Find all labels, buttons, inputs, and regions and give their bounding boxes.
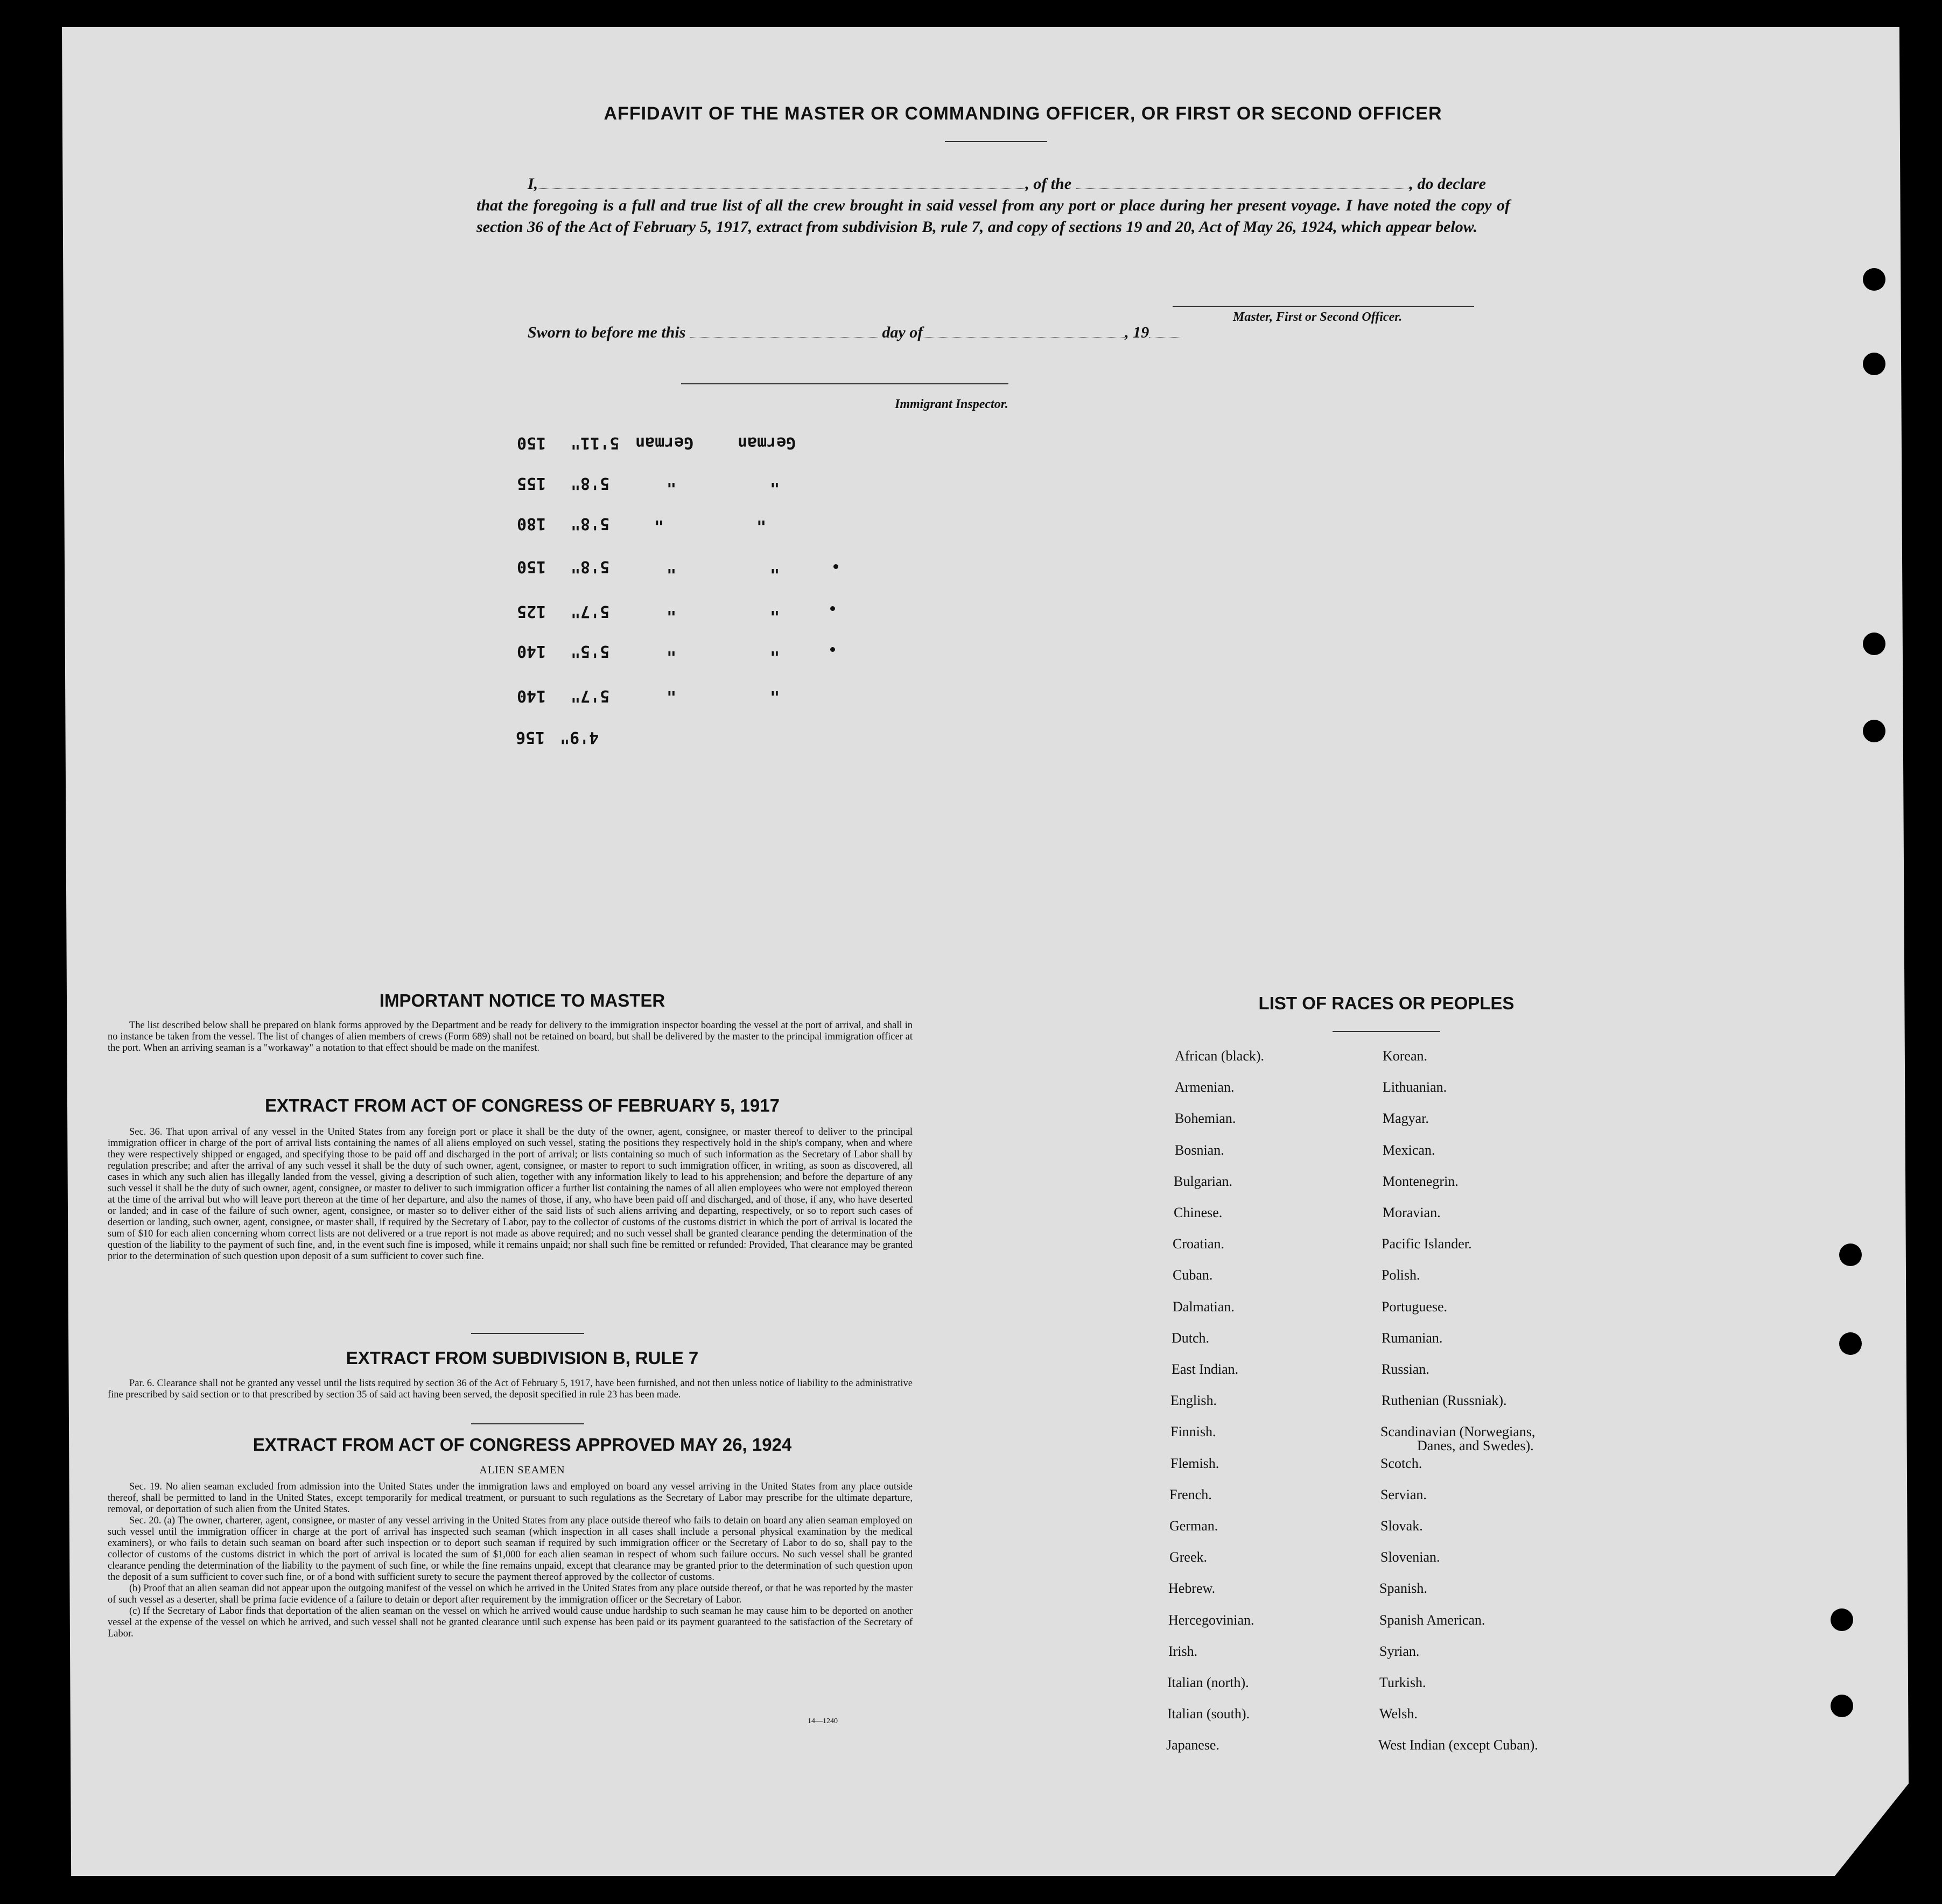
crew-height: 5'7" <box>571 686 610 705</box>
race-item: Bohemian. <box>1175 1111 1236 1127</box>
crew-weight: 156 <box>516 728 545 747</box>
race-item: Croatian. <box>1173 1236 1225 1252</box>
race-item: Armenian. <box>1175 1079 1235 1095</box>
rule7-text: Par. 6. Clearance shall not be granted any vessel until the lists required by section 36 of the Act of February 5, 1917, have been furnished, and not then unless notice of liability to the administrative fine prescribed by said section or to that prescribed by section 35 of said act having been served, the deposit specified in rule 23 has been made. <box>108 1378 913 1400</box>
race-item: Magyar. <box>1383 1111 1429 1127</box>
form-number: 14—1240 <box>808 1717 838 1725</box>
crew-height: 5'11" <box>571 433 620 452</box>
rule7-title: EXTRACT FROM SUBDIVISION B, RULE 7 <box>346 1348 699 1368</box>
race-item: Dalmatian. <box>1173 1298 1235 1315</box>
race-item: Irish. <box>1168 1643 1198 1659</box>
race-item: English. <box>1170 1393 1217 1409</box>
ditto-dot <box>830 647 835 652</box>
punch-hole <box>1839 1332 1862 1355</box>
race-item: Bulgarian. <box>1174 1173 1233 1189</box>
crew-race: " <box>770 679 780 698</box>
crew-weight: 180 <box>517 514 546 533</box>
races-title: LIST OF RACES OR PEOPLES <box>1258 993 1515 1013</box>
punch-hole <box>1839 1243 1862 1266</box>
race-item: Syrian. <box>1379 1643 1420 1659</box>
section-20a: Sec. 20. (a) The owner, charterer, agent, consignee, or master of any vessel arriving in the United States from any place outside thereof who fails to detain on board any alien seaman employed on such vessel until the immigration officer in charge at the port of arrival has inspected such seaman (which inspection in all cases shall include a personal physical examination by the medical examiners), or who fails to detain such seaman on board after such inspection or to deport such seaman if required by such immigration officer or the Secretary of Labor to do so, shall pay to the collector of customs of the customs district in which the port of arrival is located the sum of $1,000 for each alien seaman in respect of whom such failure occurs. No such vessel shall be granted clearance pending the determination of the liability to the payment of such fine, or while the fine remains unpaid, except that clearance may be granted prior to the determination of such question upon the deposit of a sum sufficient to cover such fine, or of a bond with sufficient surety to secure the payment thereof approved by the collector of customs. <box>108 1515 913 1583</box>
affidavit-declare: , do declare <box>1409 175 1486 193</box>
vessel-blank[interactable] <box>1076 174 1410 189</box>
extract-1917-title: EXTRACT FROM ACT OF CONGRESS OF FEBRUARY 5, 1917 <box>265 1095 780 1115</box>
divider <box>471 1423 584 1424</box>
crew-height: 5'8" <box>571 514 610 533</box>
punch-hole <box>1831 1608 1853 1631</box>
crew-nationality: " <box>667 599 677 618</box>
crew-weight: 155 <box>517 474 546 493</box>
race-item: African (black). <box>1175 1048 1265 1064</box>
inspector-caption: Immigrant Inspector. <box>895 397 1008 411</box>
crew-nationality: " <box>667 640 677 658</box>
race-item: West Indian (except Cuban). <box>1378 1737 1538 1753</box>
notice-text: The list described below shall be prepared on blank forms approved by the Department and be ready for delivery to the immigration inspector boarding the vessel at the port of arrival, and shall in no instance be taken from the vessel. The list of changes of alien members of crews (Form 689) shall not be retained on board, but shall be delivered by the master to the principal immigration officer at the port. When an arriving seaman is a "workaway" a notation to that effect should be made on the manifest. <box>108 1020 913 1053</box>
race-item: Lithuanian. <box>1383 1079 1447 1095</box>
inspector-signature-line[interactable] <box>681 383 1008 384</box>
year-label: , 19 <box>1125 324 1149 341</box>
crew-nationality: " <box>667 679 677 698</box>
race-item: Flemish. <box>1170 1455 1219 1471</box>
race-item: Hercegovinian. <box>1168 1612 1254 1628</box>
race-item: East Indian. <box>1172 1361 1239 1377</box>
race-item: Mexican. <box>1383 1142 1435 1158</box>
sworn-day-blank[interactable] <box>690 323 878 338</box>
punch-hole <box>1863 720 1885 742</box>
punch-hole <box>1863 633 1885 655</box>
race-item: Polish. <box>1382 1267 1420 1283</box>
race-item: Italian (south). <box>1167 1706 1250 1722</box>
race-item: Russian. <box>1382 1361 1429 1377</box>
race-item: French. <box>1169 1486 1212 1502</box>
race-item: Korean. <box>1383 1048 1428 1064</box>
crew-weight: 150 <box>517 433 546 452</box>
crew-nationality: " <box>654 509 664 528</box>
race-item: Turkish. <box>1379 1675 1426 1690</box>
crew-height: 5'7" <box>571 602 610 621</box>
month-blank[interactable] <box>923 323 1125 338</box>
crew-race: " <box>756 509 767 528</box>
crew-height: 5'8" <box>571 474 610 493</box>
crew-race: " <box>770 599 780 618</box>
race-item: Pacific Islander. <box>1382 1236 1472 1252</box>
extract-1917-text: Sec. 36. That upon arrival of any vessel in the United States from any foreign port or place it shall be the duty of the owner, agent, consignee, or master thereof to deliver to the principal immigration officer in charge of the port of arrival lists containing the names of all aliens employed on such vessel, stating the positions they respectively hold in the ship's company, when and where they were respectively shipped or engaged, and specifying those to be paid off and discharged in the port of arrival; or lists containing so much of such information as the Secretary of Labor shall by regulation prescribe; and after the arrival of any such vessel it shall be the duty of such owner, agent, consignee, or master to report to such immigration officer, in writing, as soon as discovered, all cases in which any such alien has illegally landed from the vessel, giving a description of such alien, together with any information likely to lead to his apprehension; and before the departure of any such vessel it shall be the duty of such owner, agent, consignee, or master to deliver to such immigration officer a further list containing the names of all alien employees who were not employed thereon at the time of the arrival but who will leave port thereon at the time of her departure, and also the names of those, if any, who have been paid off and discharged, and of those, if any, who have deserted or landed; and in case of the failure of such owner, agent, consignee, or master so to deliver either of the said lists of such aliens arriving and departing, respectively, or so to report such cases of desertion or landing, such owner, agent, consignee, or master shall, if required by the Secretary of Labor, pay to the collector of customs of the customs district in which the port of arrival is located the sum of $10 for each alien concerning whom correct lists are not delivered or a true report is not made as above required; and no such vessel shall be granted clearance pending the determination of the question of the liability to the payment of such fine, and, in the event such fine is imposed, while it remains unpaid; nor shall such fine be remitted or refunded: Provided, That clearance may be granted prior to the determination of such question upon deposit of a sum sufficient to cover such fine. <box>108 1127 913 1262</box>
race-item: Scotch. <box>1380 1455 1422 1471</box>
affidavit-of-the: , of the <box>1025 175 1072 193</box>
sworn-label: Sworn to before me this <box>528 324 686 341</box>
crew-weight: 150 <box>517 557 546 576</box>
race-item: Hebrew. <box>1168 1580 1216 1597</box>
race-item-continued: Danes, and Swedes). <box>1417 1438 1534 1454</box>
affidavit-i: I, <box>528 175 538 193</box>
sworn-line <box>528 323 1181 342</box>
crew-height: 5'5" <box>571 642 610 661</box>
crew-nationality: German <box>635 433 694 452</box>
race-item: Italian (north). <box>1167 1675 1249 1690</box>
divider <box>1333 1031 1440 1032</box>
race-item: Servian. <box>1380 1486 1427 1502</box>
master-caption: Master, First or Second Officer. <box>1233 310 1403 324</box>
race-item: Cuban. <box>1173 1267 1213 1283</box>
crew-race: " <box>770 557 780 576</box>
divider <box>471 1333 584 1334</box>
race-item: Dutch. <box>1172 1330 1210 1346</box>
punch-hole <box>1863 268 1885 291</box>
race-item: Bosnian. <box>1175 1142 1224 1158</box>
extract-1924-text <box>108 1481 913 1640</box>
year-blank[interactable] <box>1149 323 1181 338</box>
notice-title: IMPORTANT NOTICE TO MASTER <box>379 990 665 1010</box>
crew-weight: 140 <box>517 642 546 661</box>
crew-height: 5'8" <box>571 557 610 576</box>
race-item: Spanish American. <box>1379 1612 1485 1628</box>
section-20c: (c) If the Secretary of Labor finds that deportation of the alien seaman on the vessel on which he arrived would cause undue hardship to such seaman he may cause him to be deported on another vessel at the expense of the vessel on which he arrived, and such vessel shall not be granted clearance until such expense has been paid or its payment guaranteed to the satisfaction of the Secretary of Labor. <box>108 1606 913 1639</box>
race-item: Greek. <box>1169 1549 1208 1565</box>
crew-race: German <box>738 433 796 452</box>
race-item: Slovak. <box>1380 1518 1423 1534</box>
race-item: Welsh. <box>1379 1706 1418 1722</box>
affidavit-statement: that the foregoing is a full and true list of all the crew brought in said vessel from any port or place during her present voyage. I have noted the copy of section 36 of the Act of February 5, 1917, extract from subdivision B, rule 7, and copy of sections 19 and 20, Act of May 26, 1924, which appear below. <box>476 196 1510 236</box>
extract-1924-title: EXTRACT FROM ACT OF CONGRESS APPROVED MAY 26, 1924 <box>253 1435 792 1455</box>
punch-hole <box>1831 1695 1853 1717</box>
crew-nationality: " <box>667 471 677 490</box>
race-item: Montenegrin. <box>1383 1173 1459 1189</box>
master-signature-line[interactable] <box>1173 306 1474 307</box>
race-item: Rumanian. <box>1382 1330 1443 1346</box>
race-item: Moravian. <box>1383 1205 1441 1220</box>
crew-race: " <box>770 640 780 658</box>
crew-height: 4'9" <box>560 728 599 747</box>
affidavit-body <box>476 173 1510 238</box>
race-item: Spanish. <box>1379 1580 1427 1597</box>
section-20b: (b) Proof that an alien seaman did not appear upon the outgoing manifest of the vessel on which he arrived in the United States from any place outside thereof, or that he was reported by the master of such vessel as a deserter, shall be prima facie evidence of a failure to detain or deport after requirement by the immigration officer or the Secretary of Labor. <box>108 1583 913 1605</box>
race-item: German. <box>1169 1518 1218 1534</box>
punch-hole <box>1863 353 1885 375</box>
race-item: Japanese. <box>1166 1737 1219 1753</box>
race-item: Portuguese. <box>1382 1298 1448 1315</box>
affidavit-title: AFFIDAVIT OF THE MASTER OR COMMANDING OFFICER, OR FIRST OR SECOND OFFICER <box>604 103 1442 124</box>
crew-nationality: " <box>667 557 677 576</box>
section-19: Sec. 19. No alien seaman excluded from admission into the United States under the immigration laws and employed on board any vessel arriving in the United States from any place outside thereof, shall be permitted to land in the United States, except temporarily for medical treatment, or pursuant to such regulations as the Secretary of Labor may prescribe for the ultimate departure, removal, or deportation of such alien from the United States. <box>108 1481 913 1515</box>
crew-weight: 140 <box>517 686 546 705</box>
race-item: Chinese. <box>1174 1205 1223 1220</box>
race-item: Finnish. <box>1170 1424 1216 1440</box>
name-blank[interactable] <box>538 174 1025 189</box>
crew-weight: 125 <box>517 602 546 621</box>
divider <box>945 141 1047 142</box>
extract-1924-subtitle: ALIEN SEAMEN <box>479 1464 565 1476</box>
day-of-label: day of <box>882 324 923 341</box>
race-item: Scandinavian (Norwegians, <box>1380 1424 1536 1440</box>
race-item: Slovenian. <box>1380 1549 1440 1565</box>
ditto-dot <box>833 564 838 569</box>
ditto-dot <box>830 606 835 611</box>
race-item: Ruthenian (Russniak). <box>1382 1393 1507 1409</box>
crew-race: " <box>770 471 780 490</box>
